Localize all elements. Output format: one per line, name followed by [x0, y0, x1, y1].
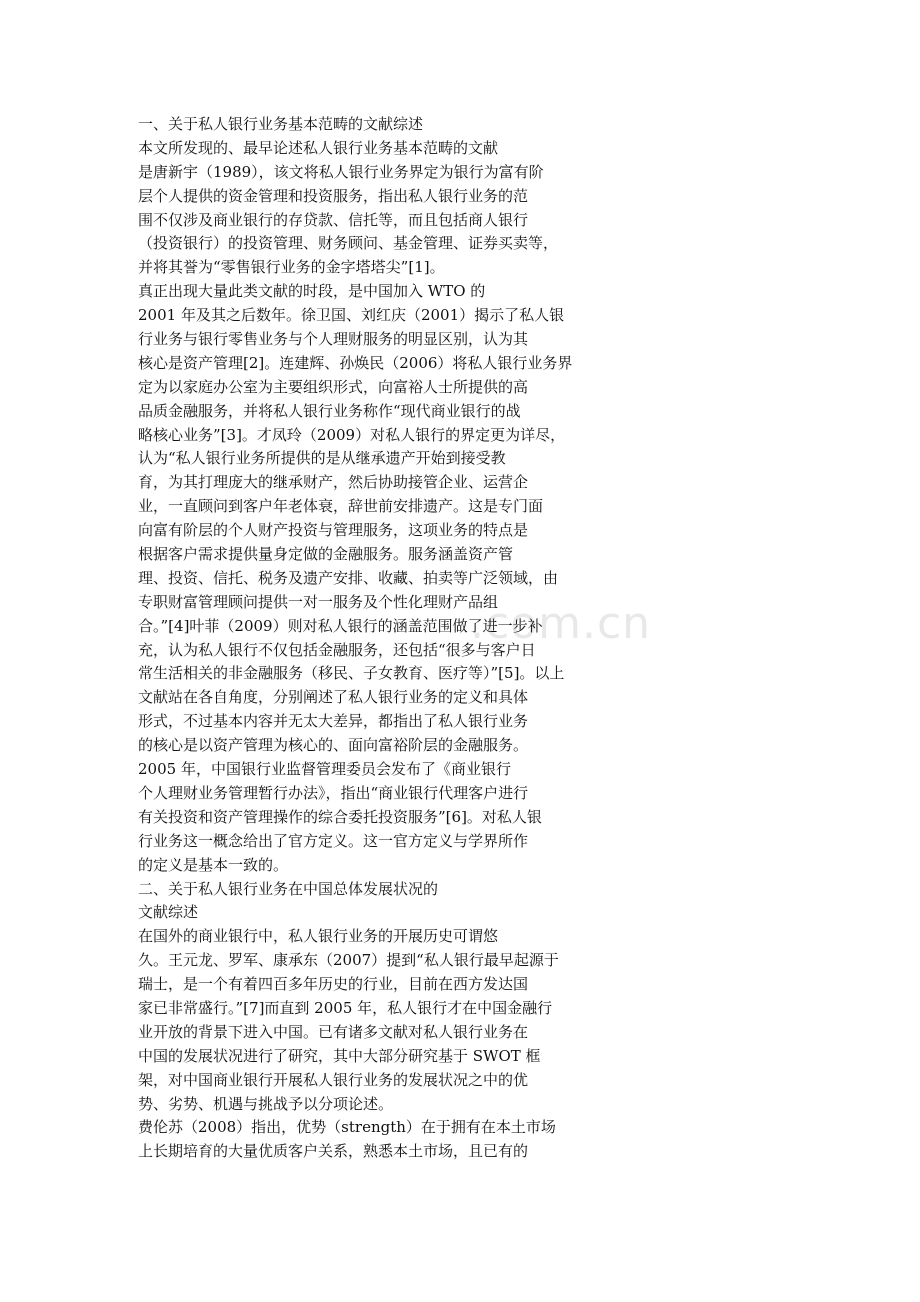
text-line: 一、关于私人银行业务基本范畴的文献综述 — [138, 115, 424, 133]
text-line: 架，对中国商业银行开展私人银行业务的发展状况之中的优 — [138, 1070, 529, 1089]
text-line: 行业务这一概念给出了官方定义。这一官方定义与学界所作 — [138, 831, 529, 850]
text-line: 围不仅涉及商业银行的存贷款、信托等，而且包括商人银行 — [138, 210, 529, 229]
text-line: 中国的发展状况进行了研究，其中大部分研究基于 SWOT 框 — [138, 1046, 541, 1065]
text-line: 层个人提供的资金管理和投资服务，指出私人银行业务的范 — [138, 186, 529, 205]
text-line: 向富有阶层的个人财产投资与管理服务，这项业务的特点是 — [138, 521, 529, 540]
text-line: 品质金融服务，并将私人银行业务称作“现代商业银行的战 — [138, 401, 521, 420]
text-line: 行业务与银行零售业务与个人理财服务的明显区别，认为其 — [138, 330, 529, 349]
text-line: 合。”[4]叶菲（2009）则对私人银行的涵盖范围做了进一步补 — [138, 616, 543, 635]
text-line: 并将其誉为“零售银行业务的金字塔塔尖”[1]。 — [138, 258, 445, 277]
text-line: 略核心业务”[3]。才凤玲（2009）对私人银行的界定更为详尽， — [138, 425, 566, 444]
text-line: 二、关于私人银行业务在中国总体发展状况的 — [138, 879, 439, 898]
text-line: 业，一直顾问到客户年老体衰，辞世前安排遗产。这是专门面 — [138, 497, 544, 516]
text-line: 育，为其打理庞大的继承财产，然后协助接管企业、运营企 — [138, 473, 529, 492]
text-line: 理、投资、信托、税务及遗产安排、收藏、拍卖等广泛领域，由 — [138, 568, 559, 587]
text-line: 上长期培育的大量优质客户关系，熟悉本土市场，且已有的 — [138, 1142, 529, 1161]
text-line: 的定义是基本一致的。 — [138, 855, 289, 874]
text-line: 有关投资和资产管理操作的综合委托投资服务”[6]。对私人银 — [138, 807, 542, 826]
text-line: 久。王元龙、罗军、康承东（2007）提到“私人银行最早起源于 — [138, 951, 559, 970]
text-line: 是唐新宇（1989），该文将私人银行业务界定为银行为富有阶 — [138, 162, 544, 181]
text-line: 核心是资产管理[2]。连建辉、孙焕民（2006）将私人银行业务界 — [138, 353, 573, 372]
text-line: 2005 年，中国银行业监督管理委员会发布了《商业银行 — [138, 760, 511, 779]
text-line: （投资银行）的投资管理、财务顾问、基金管理、证券买卖等， — [138, 234, 559, 253]
text-line: 定为以家庭办公室为主要组织形式，向富裕人士所提供的高 — [138, 377, 529, 396]
document-body — [138, 113, 608, 1164]
text-line: 文献站在各自角度，分别阐述了私人银行业务的定义和具体 — [138, 688, 529, 707]
text-line: 个人理财业务管理暂行办法》，指出“商业银行代理客户进行 — [138, 783, 529, 802]
text-line: 认为“私人银行业务所提供的是从继承遗产开始到接受教 — [138, 449, 506, 468]
text-line: 的核心是以资产管理为核心的、面向富裕阶层的金融服务。 — [138, 736, 529, 755]
text-line: 充，认为私人银行不仅包括金融服务，还包括“很多与客户日 — [138, 640, 536, 659]
text-line: 在国外的商业银行中，私人银行业务的开展历史可谓悠 — [138, 927, 499, 946]
text-line: 专职财富管理顾问提供一对一服务及个性化理财产品组 — [138, 592, 499, 611]
text-line: 2001 年及其之后数年。徐卫国、刘红庆（2001）揭示了私人银 — [138, 306, 565, 325]
text-line: 文献综述 — [138, 903, 199, 922]
text-line: 真正出现大量此类文献的时段，是中国加入 WTO 的 — [138, 282, 486, 301]
text-line: 家已非常盛行。”[7]而直到 2005 年，私人银行才在中国金融行 — [138, 998, 553, 1017]
text-line: 业开放的背景下进入中国。已有诸多文献对私人银行业务在 — [138, 1022, 529, 1041]
watermark-text: .com.cn — [470, 598, 652, 649]
text-line: 费伦苏（2008）指出，优势（strength）在于拥有在本土市场 — [138, 1118, 556, 1137]
text-line: 根据客户需求提供量身定做的金融服务。服务涵盖资产管 — [138, 545, 514, 564]
text-line: 瑞士，是一个有着四百多年历史的行业，目前在西方发达国 — [138, 975, 529, 994]
text-line: 本文所发现的、最早论述私人银行业务基本范畴的文献 — [138, 138, 499, 157]
text-line: 形式，不过基本内容并无太大差异，都指出了私人银行业务 — [138, 712, 529, 731]
text-line: 常生活相关的非金融服务（移民、子女教育、医疗等）”[5]。以上 — [138, 664, 565, 683]
text-line: 势、劣势、机遇与挑战予以分项论述。 — [138, 1094, 394, 1113]
